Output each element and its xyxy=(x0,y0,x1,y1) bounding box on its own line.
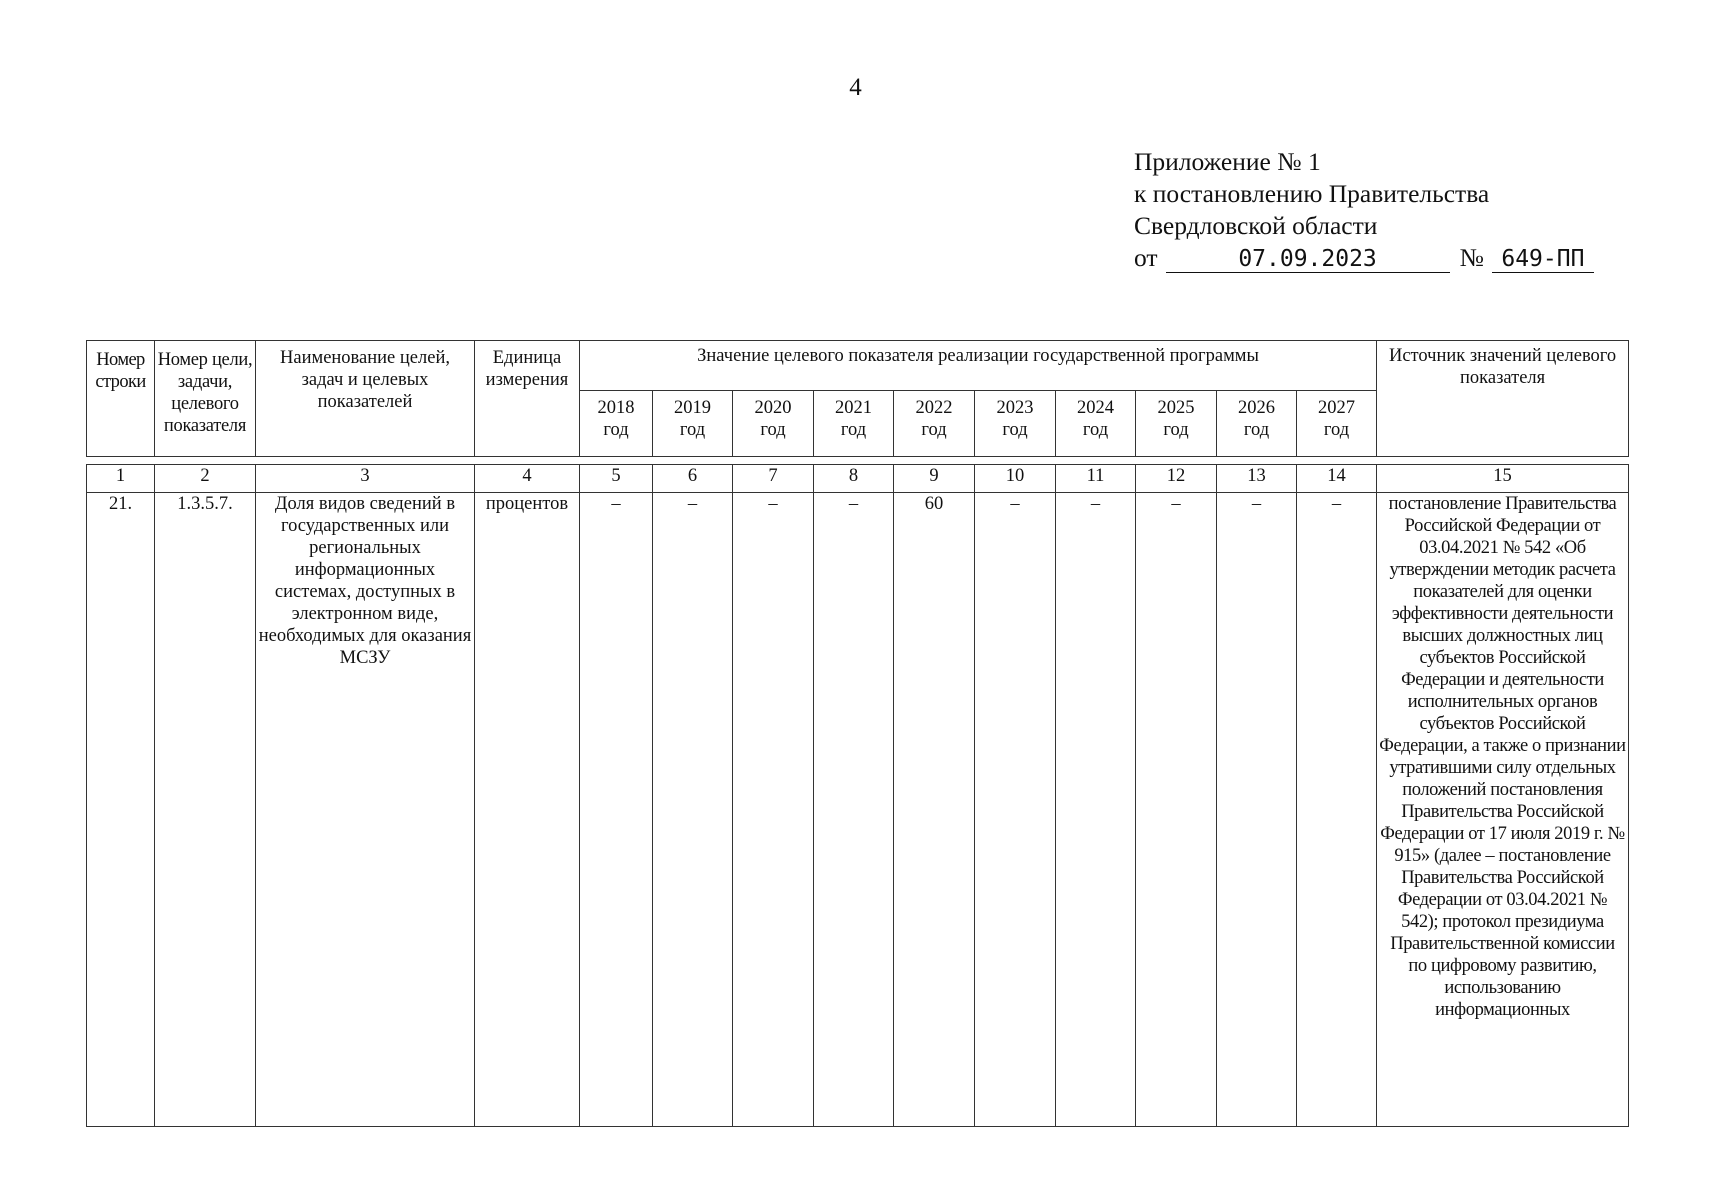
row-number: 21. xyxy=(87,493,155,1127)
document-date: 07.09.2023 xyxy=(1166,246,1450,273)
value-2022: 60 xyxy=(894,493,975,1127)
number-label: № xyxy=(1459,243,1484,272)
value-2020: – xyxy=(733,493,814,1127)
column-number: 3 xyxy=(256,465,475,493)
indicator-name: Доля видов сведений в государственных или региональных информационных системах, доступных в электронном виде, необходимых для оказания МСЗУ xyxy=(256,493,475,1127)
indicators-table-header xyxy=(86,340,1629,457)
column-number: 6 xyxy=(653,465,733,493)
header-year-2018: 2018 год xyxy=(580,391,653,457)
value-2027: – xyxy=(1297,493,1377,1127)
header-unit: Единица измерения xyxy=(475,341,580,457)
appendix-stamp xyxy=(1134,146,1594,274)
appendix-title: Приложение № 1 xyxy=(1134,147,1321,176)
unit-of-measure: процентов xyxy=(475,493,580,1127)
column-number: 1 xyxy=(87,465,155,493)
header-year-2019: 2019 год xyxy=(653,391,733,457)
date-label: от xyxy=(1134,243,1158,272)
column-number: 10 xyxy=(975,465,1056,493)
column-number: 12 xyxy=(1136,465,1217,493)
header-year-2021: 2021 год xyxy=(814,391,894,457)
header-target-number: Номер цели, задачи, целевого показателя xyxy=(155,341,256,457)
header-year-2023: 2023 год xyxy=(975,391,1056,457)
target-number: 1.3.5.7. xyxy=(155,493,256,1127)
document-number: 649-ПП xyxy=(1492,246,1594,273)
value-2018: – xyxy=(580,493,653,1127)
value-2023: – xyxy=(975,493,1056,1127)
appendix-date-number-row xyxy=(1134,242,1594,274)
appendix-reference: к постановлению Правительства xyxy=(1134,179,1490,208)
column-numbers-row xyxy=(87,465,1629,493)
column-number: 14 xyxy=(1297,465,1377,493)
indicators-table-body xyxy=(86,464,1629,1127)
column-number: 13 xyxy=(1217,465,1297,493)
column-number: 2 xyxy=(155,465,256,493)
page-number: 4 xyxy=(849,74,862,101)
column-number: 9 xyxy=(894,465,975,493)
header-year-2024: 2024 год xyxy=(1056,391,1136,457)
header-year-2025: 2025 год xyxy=(1136,391,1217,457)
indicator-source: постановление Правительства Российской Федерации от 03.04.2021 № 542 «Об утверждении методик расчета показателей для оценки эффективности деятельности высших должностных лиц субъектов Российской Федерации и деятельности исполнительных органов субъектов Российской Федерации, а также о признании утратившими силу отдельных положений постановления Правительства Российской Федерации от 17 июля 2019 г. № 915» (далее – постановление Правительства Российской Федерации от 03.04.2021 № 542); протокол президиума Правительственной комиссии по цифровому развитию, использованию информационных xyxy=(1377,493,1629,1127)
column-number: 7 xyxy=(733,465,814,493)
column-number: 11 xyxy=(1056,465,1136,493)
value-2021: – xyxy=(814,493,894,1127)
value-2026: – xyxy=(1217,493,1297,1127)
header-name: Наименование целей, задач и целевых показателей xyxy=(256,341,475,457)
table-row xyxy=(87,493,1629,1127)
value-2024: – xyxy=(1056,493,1136,1127)
column-number: 4 xyxy=(475,465,580,493)
header-year-2027: 2027 год xyxy=(1297,391,1377,457)
value-2025: – xyxy=(1136,493,1217,1127)
header-row-number: Номер строки xyxy=(87,341,155,457)
header-year-2020: 2020 год xyxy=(733,391,814,457)
column-number: 5 xyxy=(580,465,653,493)
value-2019: – xyxy=(653,493,733,1127)
header-values-group: Значение целевого показателя реализации государственной программы xyxy=(580,341,1377,391)
appendix-region: Свердловской области xyxy=(1134,211,1378,240)
header-year-2026: 2026 год xyxy=(1217,391,1297,457)
header-year-2022: 2022 год xyxy=(894,391,975,457)
header-source: Источник значений целевого показателя xyxy=(1377,341,1629,457)
column-number: 15 xyxy=(1377,465,1629,493)
column-number: 8 xyxy=(814,465,894,493)
